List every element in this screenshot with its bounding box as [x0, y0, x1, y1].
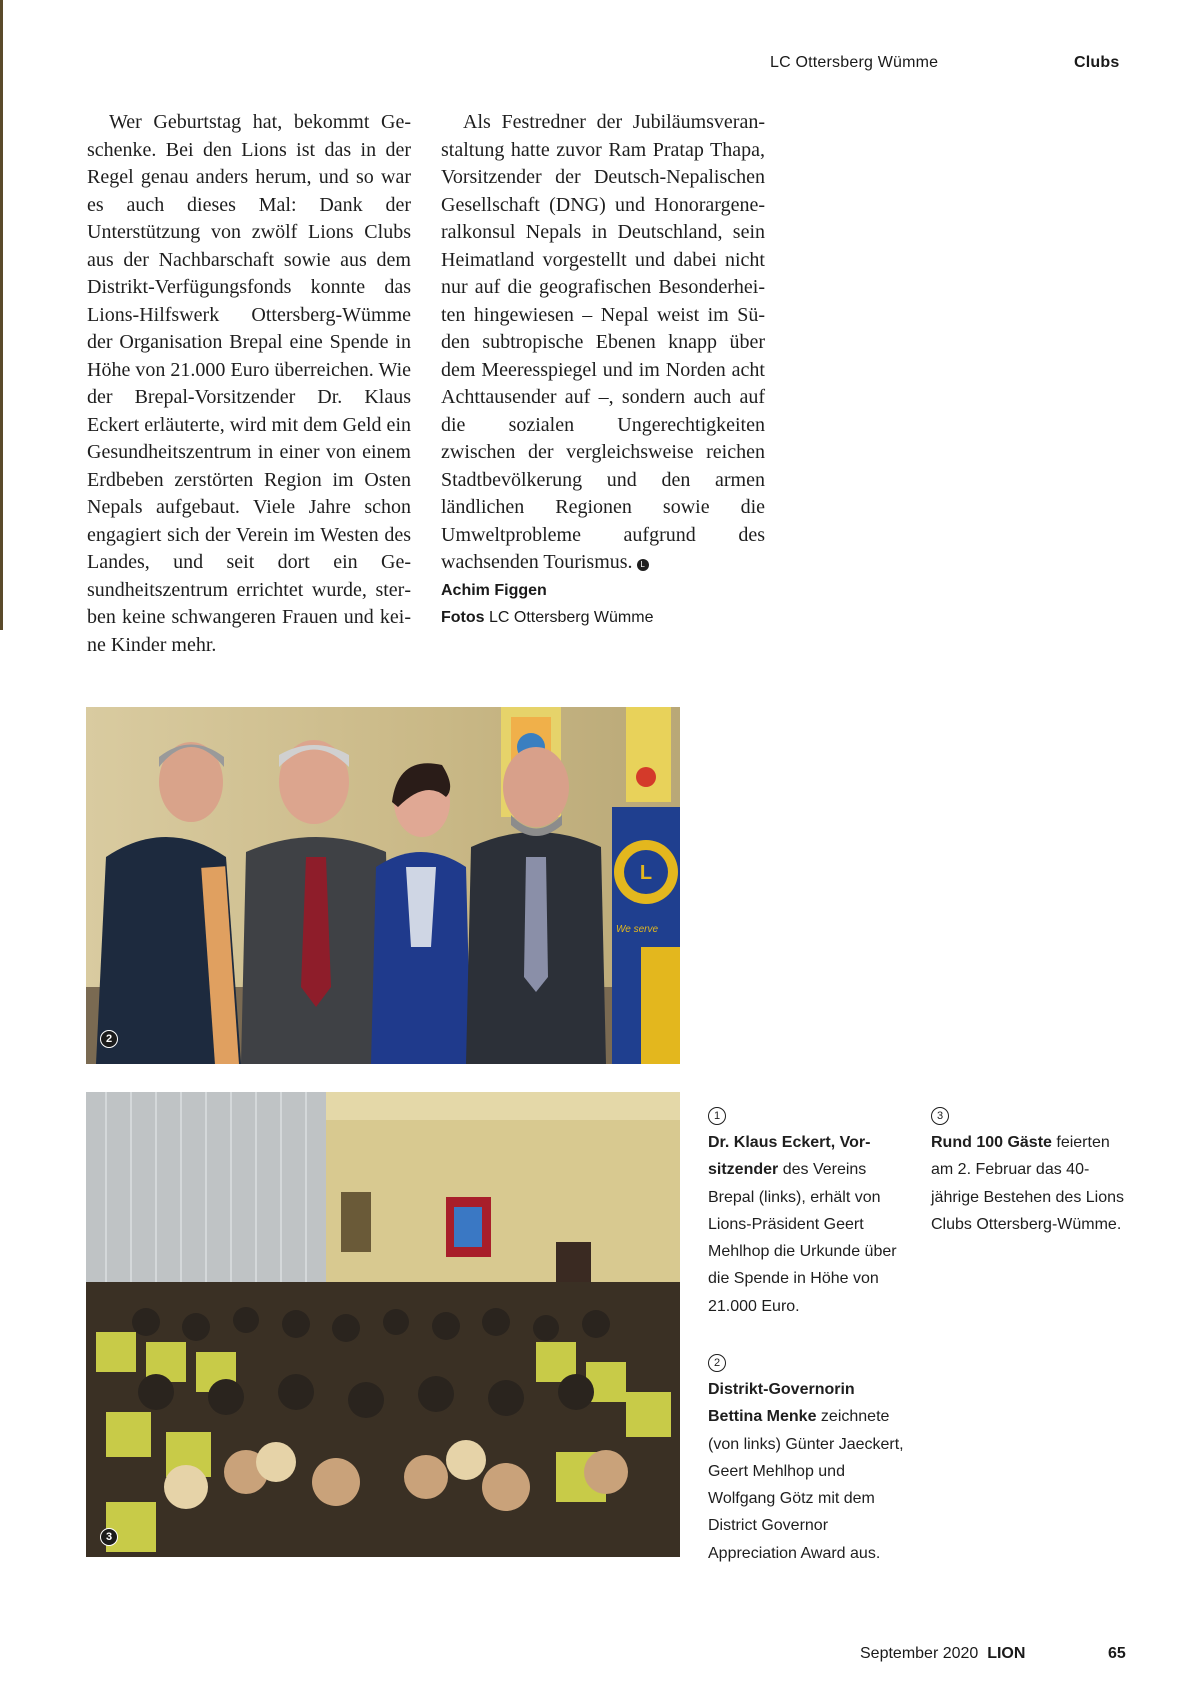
caption-text: des Vereins Brepal (links), erhält von Lions-Präsident Geert Mehlhop die Urkunde über die Spende in Höhe von 21.000 Euro.	[708, 1161, 897, 1315]
caption-lead: Dr. Klaus Eckert, Vorsitzender	[708, 1134, 871, 1179]
banner-text: We serve	[616, 924, 659, 935]
page-edge-bar	[0, 0, 3, 630]
photo-number-badge: 2	[100, 1030, 118, 1048]
caption-number: 3	[931, 1107, 949, 1125]
photo-credit-name: LC Ottersberg Wümme	[489, 609, 654, 626]
article-text-2: Als Festredner der Jubiläumsveranstaltung hatte zuvor Ram Pratap Thapa, Vorsitzender der Deutsch-Nepalischen Gesellschaft (DNG) und Honorargeneralkonsul Nepals in Deutschland, sein Heimatland vorgestellt und dabei nicht nur auf die geografischen Besonderheiten hingewiesen – Nepal weist im Süden subtropische Ebenen knapp über dem Meeresspiegel und im Norden acht Achttausender auf –, sondern auch auf die sozialen Ungerechtigkeiten zwischen der vergleichsweise reichen Stadtbevölkerung und den armen ländlichen Regionen sowie die Umweltprobleme aufgrund des wachsenden Tourismus.	[441, 111, 765, 573]
svg-text:L: L	[639, 862, 653, 884]
photo-number-badge: 3	[100, 1528, 118, 1546]
running-head-club: LC Ottersberg Wümme	[770, 54, 939, 71]
author-credit: Achim Figgen	[441, 582, 547, 599]
footer-magazine: LION	[987, 1645, 1026, 1662]
page-number: 65	[1108, 1645, 1126, 1662]
article-column-2	[441, 109, 765, 577]
article-column-1	[87, 109, 411, 659]
caption-text: zeichnete (von links) Günter Jaeckert, Geert Mehlhop und Wolfgang Götz mit dem District Governor Appreciation Award aus.	[708, 1408, 904, 1562]
end-mark-icon: L	[637, 559, 649, 571]
caption-lead: Rund 100 Gäste	[931, 1134, 1052, 1151]
caption-2	[708, 1348, 908, 1567]
photo-credit-label: Fotos	[441, 609, 485, 626]
footer-issue	[860, 1645, 1025, 1663]
caption-text: feierten am 2. Februar das 40-jährige Bestehen des Lions Clubs Ottersberg-Wümme.	[931, 1134, 1125, 1233]
footer-date: September 2020	[860, 1645, 979, 1662]
article-text-1: Wer Geburtstag hat, bekommt Geschenke. Bei den Lions ist das in der Regel genau anders herum, und so war es auch dieses Mal: Dank der Unterstützung von zwölf Lions Clubs aus der Nachbarschaft sowie aus dem Distrikt-Verfügungsfonds konnte das Lions-Hilfswerk Ottersberg-Wümme der Organisation Brepal eine Spende in Höhe von 21.000 Euro überreichen. Wie der Brepal-Vorsitzender Dr. Klaus Eckert erläuterte, wird mit dem Geld ein Gesundheitszentrum in einer von einem Erdbeben zerstörten Region im Osten Nepals aufgebaut. Viele Jahre schon engagiert sich der Verein im Westen des Landes, und seit dort ein Gesundheitszentrum errichtet wurde, sterben keine schwangeren Frauen und keine Kinder mehr.	[87, 111, 411, 656]
caption-3	[931, 1101, 1131, 1238]
caption-number: 2	[708, 1354, 726, 1372]
caption-number: 1	[708, 1107, 726, 1125]
photo-audience-hall	[86, 1092, 680, 1557]
photo-award-ceremony	[86, 707, 680, 1064]
running-head-section: Clubs	[1074, 54, 1120, 71]
photo-credit	[441, 608, 653, 628]
caption-lead: Distrikt-Governorin Bettina Menke	[708, 1381, 855, 1426]
caption-1	[708, 1101, 908, 1320]
